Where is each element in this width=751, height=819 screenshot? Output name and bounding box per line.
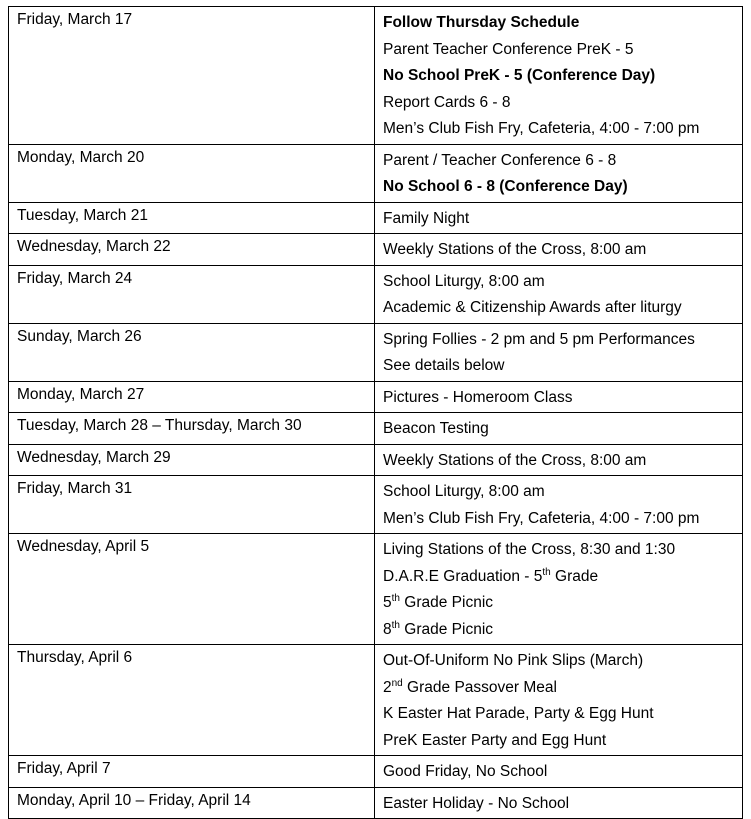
date-cell: Tuesday, March 28 – Thursday, March 30 [9, 413, 375, 445]
event-text-suffix: Grade [550, 567, 599, 585]
event-text: School Liturgy, 8:00 am [383, 483, 545, 500]
table-row [9, 413, 743, 445]
event-text: 8 [383, 620, 392, 638]
events-cell [375, 265, 743, 323]
table-row [9, 202, 743, 234]
event-line [383, 206, 742, 233]
events-cell [375, 323, 743, 381]
date-cell: Friday, April 7 [9, 756, 375, 788]
event-text: D.A.R.E Graduation - 5 [383, 567, 543, 585]
table-row [9, 476, 743, 534]
event-text: 2 [383, 678, 392, 696]
event-line [383, 759, 742, 786]
events-cell [375, 444, 743, 476]
date-cell: Monday, March 27 [9, 381, 375, 413]
event-text: Men’s Club Fish Fry, Cafeteria, 4:00 - 7:00 pm [383, 120, 700, 137]
table-row [9, 645, 743, 756]
event-text: Living Stations of the Cross, 8:30 and 1:30 [383, 541, 676, 558]
date-cell: Wednesday, April 5 [9, 534, 375, 645]
event-line [383, 648, 742, 675]
event-line [383, 590, 742, 617]
event-text: No School 6 - 8 (Conference Day) [383, 178, 628, 195]
event-line [383, 791, 742, 818]
event-line [383, 237, 742, 264]
events-cell [375, 7, 743, 145]
events-cell [375, 202, 743, 234]
event-line [383, 564, 742, 591]
event-text: Family Night [383, 209, 470, 227]
event-text-suffix: Grade Passover Meal [402, 678, 557, 696]
table-row [9, 444, 743, 476]
event-text: K Easter Hat Parade, Party & Egg Hunt [383, 705, 654, 722]
event-line [383, 506, 742, 533]
event-line [383, 617, 742, 644]
event-line [383, 116, 742, 143]
event-line [383, 327, 742, 354]
date-cell: Wednesday, March 22 [9, 234, 375, 266]
event-text: Pictures - Homeroom Class [383, 388, 573, 406]
event-line [383, 10, 742, 37]
event-text-suffix: Grade Picnic [399, 620, 494, 638]
table-row [9, 323, 743, 381]
date-cell: Friday, March 17 [9, 7, 375, 145]
event-text: Easter Holiday - No School [383, 794, 570, 812]
events-cell [375, 476, 743, 534]
events-cell [375, 413, 743, 445]
table-row [9, 787, 743, 819]
event-text-suffix: Grade Picnic [399, 594, 494, 611]
event-text: Out-Of-Uniform No Pink Slips (March) [383, 652, 644, 669]
event-text: PreK Easter Party and Egg Hunt [383, 731, 607, 749]
event-line [383, 479, 742, 506]
events-cell [375, 756, 743, 788]
event-text: Spring Follies - 2 pm and 5 pm Performances [383, 330, 695, 348]
event-text: Parent Teacher Conference PreK - 5 [383, 40, 634, 58]
event-text: Men’s Club Fish Fry, Cafeteria, 4:00 - 7:00 pm [383, 509, 700, 527]
events-cell [375, 787, 743, 819]
ordinal-suffix: nd [391, 677, 403, 689]
event-line [383, 385, 742, 412]
events-cell [375, 534, 743, 645]
table-row [9, 265, 743, 323]
event-line [383, 37, 742, 64]
event-text: Weekly Stations of the Cross, 8:00 am [383, 241, 647, 258]
table-row [9, 381, 743, 413]
calendar-body [9, 7, 743, 819]
event-line [383, 728, 742, 755]
ordinal-suffix: th [391, 592, 400, 604]
event-line [383, 701, 742, 728]
event-line [383, 148, 742, 175]
event-line [383, 537, 742, 564]
date-cell: Friday, March 24 [9, 265, 375, 323]
event-line [383, 448, 742, 475]
date-cell: Sunday, March 26 [9, 323, 375, 381]
event-text: Weekly Stations of the Cross, 8:00 am [383, 451, 647, 469]
table-row [9, 756, 743, 788]
event-text: Beacon Testing [383, 420, 489, 437]
event-line [383, 269, 742, 296]
date-cell: Friday, March 31 [9, 476, 375, 534]
table-row [9, 144, 743, 202]
event-text: Academic & Citizenship Awards after liturgy [383, 299, 682, 316]
event-text: See details below [383, 357, 505, 374]
event-text: Good Friday, No School [383, 763, 548, 780]
ordinal-suffix: th [542, 566, 551, 578]
event-text: No School PreK - 5 (Conference Day) [383, 67, 656, 84]
event-text: Parent / Teacher Conference 6 - 8 [383, 151, 617, 169]
event-line [383, 174, 742, 201]
date-cell: Monday, April 10 – Friday, April 14 [9, 787, 375, 819]
event-line [383, 295, 742, 322]
events-cell [375, 144, 743, 202]
event-text: Report Cards 6 - 8 [383, 93, 511, 111]
event-line [383, 353, 742, 380]
events-cell [375, 381, 743, 413]
event-line [383, 675, 742, 702]
table-row [9, 534, 743, 645]
event-text: 5 [383, 594, 392, 611]
table-row [9, 7, 743, 145]
event-line [383, 63, 742, 90]
event-text: Follow Thursday Schedule [383, 14, 580, 31]
events-cell [375, 645, 743, 756]
table-row [9, 234, 743, 266]
ordinal-suffix: th [391, 619, 400, 631]
date-cell: Tuesday, March 21 [9, 202, 375, 234]
date-cell: Thursday, April 6 [9, 645, 375, 756]
events-cell [375, 234, 743, 266]
date-cell: Monday, March 20 [9, 144, 375, 202]
event-line [383, 90, 742, 117]
date-cell: Wednesday, March 29 [9, 444, 375, 476]
event-text: School Liturgy, 8:00 am [383, 272, 545, 290]
calendar-table [8, 6, 743, 819]
event-line [383, 416, 742, 443]
